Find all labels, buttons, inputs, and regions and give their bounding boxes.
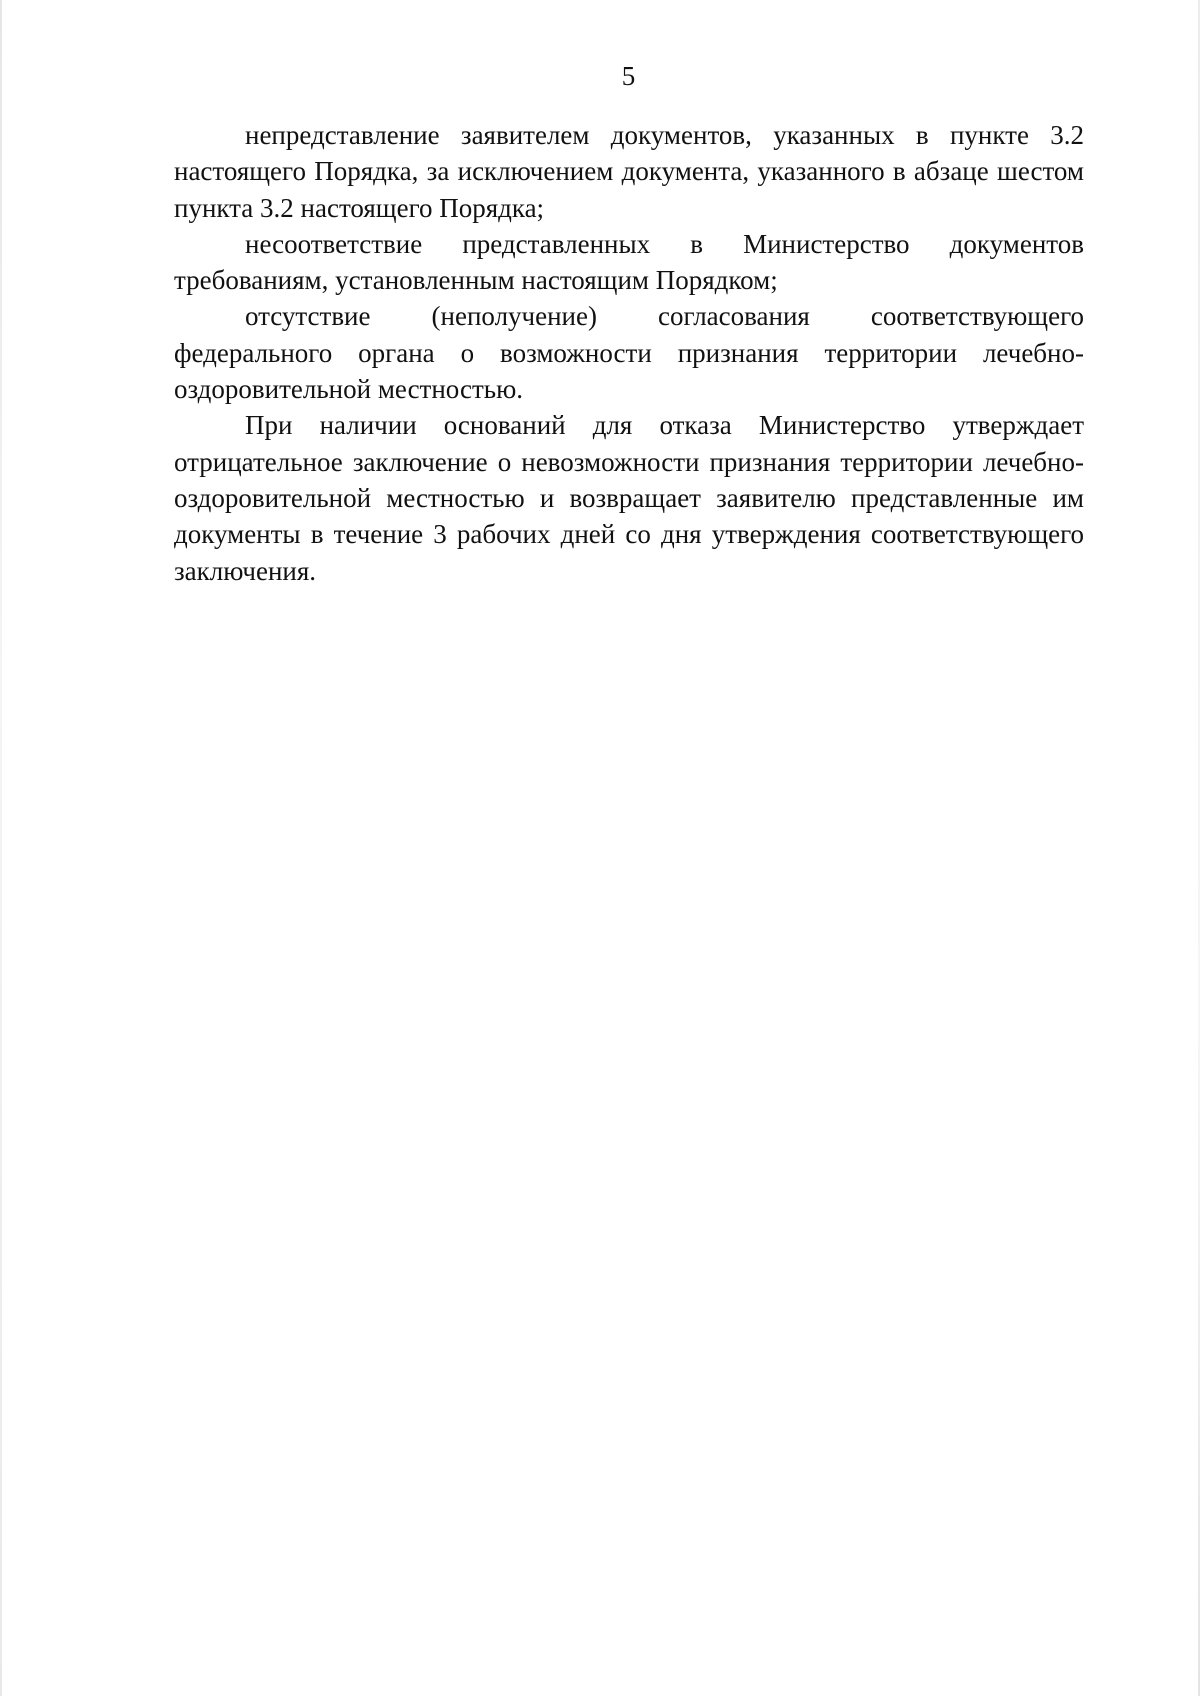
- paragraph-no-approval: [174, 298, 1084, 407]
- paragraph-text: При наличии оснований для отказа Министерство утверждает отрицательное заключение о невозможности признания территории лечебно-оздоровительной местностью и возвращает заявителю представленные им документы в течение 3 рабочих дней со дня утверждения соответствующего заключения.: [174, 410, 1084, 586]
- paragraph-text: несоответствие представленных в Министерство документов требованиям, установленным настоящим Порядком;: [174, 228, 1084, 296]
- paragraph-text: отсутствие (неполучение) согласования соответствующего федерального органа о возможности признания территории лечебно-оздоровительной местностью.: [174, 301, 1084, 405]
- paragraph-non-submission: [174, 117, 1084, 226]
- document-body: [174, 117, 1084, 589]
- scan-edge-left: [0, 0, 2, 1696]
- page-number: 5: [621, 61, 636, 91]
- paragraph-non-compliance: [174, 226, 1084, 299]
- paragraph-refusal-grounds: [174, 407, 1084, 588]
- paragraph-text: непредставление заявителем документов, указанных в пункте 3.2 настоящего Порядка, за исключением документа, указанного в абзаце шестом пункта 3.2 настоящего Порядка;: [174, 120, 1084, 223]
